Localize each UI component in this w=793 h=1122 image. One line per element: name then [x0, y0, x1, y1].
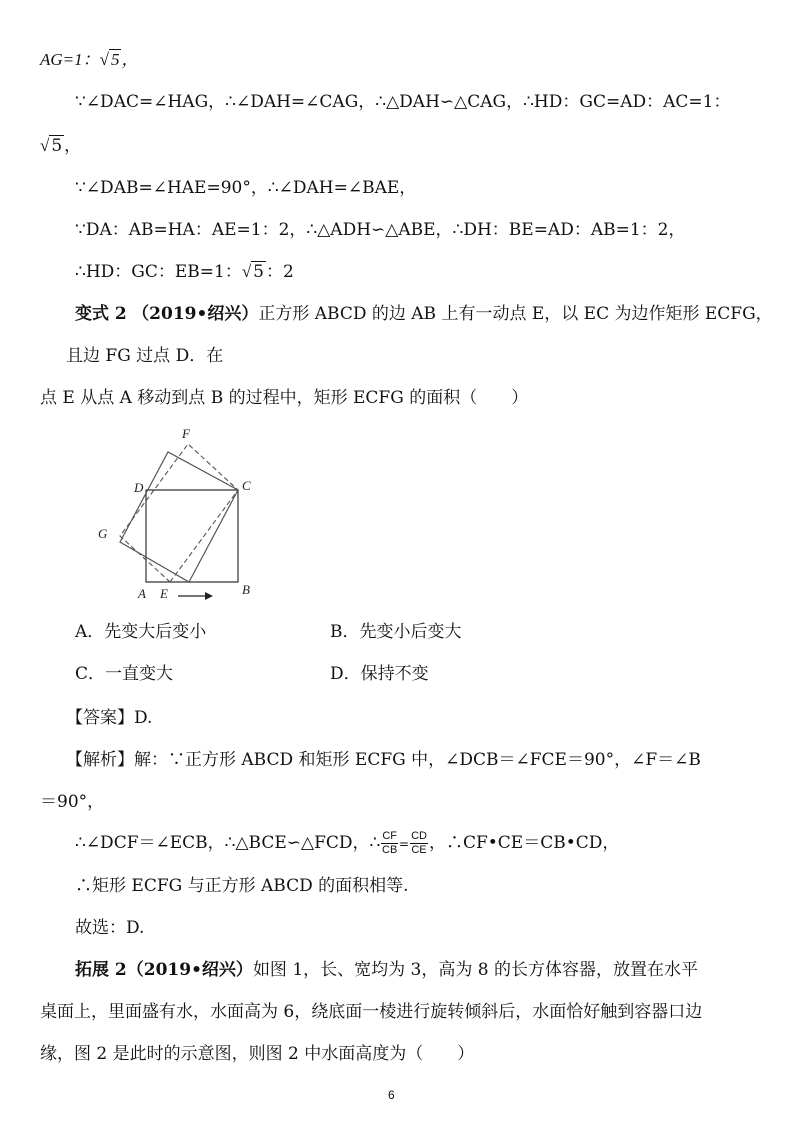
label-b: B	[242, 582, 250, 597]
label-f: F	[182, 426, 190, 441]
rectangle-ecfg-dashed	[120, 444, 238, 582]
label-a: A	[138, 586, 146, 601]
analysis-text1: 解：∵正方形 ABCD 和矩形 ECFG 中，∠DCB＝∠FCE＝90°，∠F＝∠B	[134, 750, 701, 770]
analysis-line5: 故选：D.	[75, 918, 145, 938]
text-comma: ，	[121, 50, 139, 69]
fraction-cf-cb: $\frac{CF}{CB}$	[382, 830, 398, 856]
analysis-text3a: ∴∠DCF＝∠ECB，∴△BCE∽△FCD，∴	[75, 833, 381, 853]
analysis-line4: ∴矩形 ECFG 与正方形 ABCD 的面积相等.	[75, 876, 409, 896]
extension2-line3: 缘，图 2 是此时的示意图，则图 2 中水面高度为（ ）	[40, 1044, 475, 1064]
analysis-line1	[66, 748, 701, 772]
sqrt-5: √ 5	[40, 136, 63, 156]
option-a[interactable]: A．先变大后变小	[75, 622, 207, 642]
label-g: G	[98, 526, 108, 541]
analysis-line3	[75, 830, 619, 857]
variant2-line2: 且边 FG 过点 D．在	[66, 346, 224, 366]
label-d: D	[134, 480, 144, 495]
sqrt-5: √ 5	[241, 262, 264, 282]
square-abcd	[146, 490, 238, 582]
extension2-line2: 桌面上，里面盛有水，水面高为 6，绕底面一棱进行旋转倾斜后，水面恰好触到容器口边	[40, 1002, 703, 1022]
answer-label: 【答案】	[66, 708, 134, 728]
label-e: E	[160, 586, 168, 601]
analysis-line2: ＝90°，	[40, 792, 105, 812]
page-number: 6	[388, 1088, 395, 1102]
option-b[interactable]: B．先变小后变大	[330, 622, 462, 642]
variant2-line1	[75, 302, 773, 326]
variant2-source: （2019•绍兴）	[132, 304, 259, 324]
extension2-line1	[75, 958, 698, 982]
line-hd-gc-eb	[75, 260, 294, 284]
text-ratio-tail: ：2	[266, 262, 294, 282]
answer-line	[66, 706, 152, 730]
line-sqrt5-cont	[40, 134, 81, 158]
line-ag-ratio	[40, 48, 138, 72]
extension2-source: （2019•绍兴）	[126, 960, 253, 980]
text-hd-gc-eb: ∴HD：GC：EB=1：	[75, 262, 242, 282]
line-da-ab: ∵DA：AB=HA：AE=1：2，∴△ADH∽△ABE，∴DH：BE=AD：AB=1：2，	[75, 220, 686, 240]
label-c: C	[242, 478, 251, 493]
square-rectangle-figure	[90, 420, 280, 610]
analysis-text3b: ，∴CF•CE＝CB•CD，	[428, 833, 620, 853]
extension2-label: 拓展 2	[75, 960, 127, 980]
arrow-head-icon	[205, 592, 213, 600]
variant2-label: 变式 2	[75, 304, 127, 324]
analysis-label: 【解析】	[66, 750, 134, 770]
equals-sign: =	[399, 837, 410, 851]
line-dac-hag: ∵∠DAC=∠HAG，∴∠DAH=∠CAG，∴△DAH∽△CAG，∴HD：GC=AD：AC=1：	[75, 92, 731, 112]
variant2-text1: 正方形 ABCD 的边 AB 上有一动点 E，以 EC 为边作矩形 ECFG，	[258, 304, 773, 324]
extension2-text1: 如图 1，长、宽均为 3，高为 8 的长方体容器，放置在水平	[252, 960, 698, 980]
fraction-cd-ce: $\frac{CD}{CE}$	[411, 830, 427, 856]
text-ag: AG=1：	[40, 50, 100, 69]
option-c[interactable]: C．一直变大	[75, 664, 174, 684]
sqrt-5: √ 5	[99, 50, 120, 69]
text-comma: ，	[64, 136, 82, 156]
answer-value: D.	[134, 708, 153, 728]
rectangle-ecfg-solid	[120, 452, 238, 582]
option-d[interactable]: D．保持不变	[330, 664, 429, 684]
variant2-line3: 点 E 从点 A 移动到点 B 的过程中，矩形 ECFG 的面积（ ）	[40, 388, 529, 408]
line-dab-hae: ∵∠DAB=∠HAE=90°，∴∠DAH=∠BAE，	[75, 178, 417, 198]
